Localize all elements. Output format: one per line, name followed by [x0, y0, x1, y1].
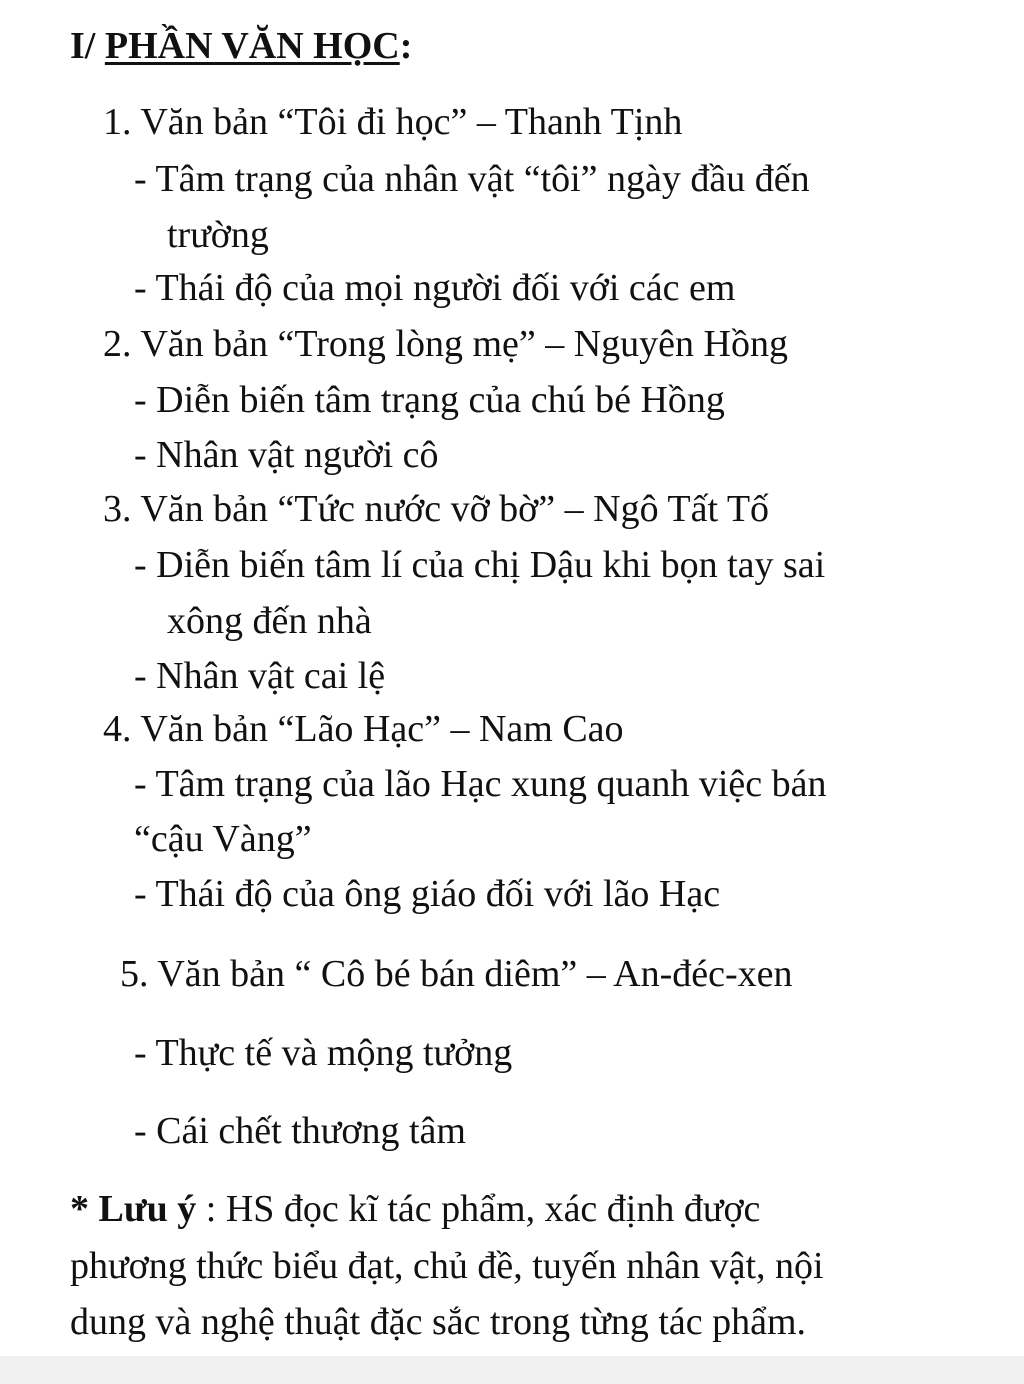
- heading-prefix: I/: [70, 25, 105, 67]
- section-heading: [70, 24, 412, 68]
- item-2-point-2: - Nhân vật người cô: [134, 434, 439, 476]
- item-4-point-2: - Thái độ của ông giáo đối với lão Hạc: [134, 873, 721, 915]
- item-3-point-1: - Diễn biến tâm lí của chị Dậu khi bọn tay sai: [134, 544, 826, 586]
- item-4-title: 4. Văn bản “Lão Hạc” – Nam Cao: [103, 708, 624, 750]
- item-1-title: 1. Văn bản “Tôi đi học” – Thanh Tịnh: [103, 101, 683, 143]
- item-2-title: 2. Văn bản “Trong lòng mẹ” – Nguyên Hồng: [103, 323, 788, 365]
- item-4-point-1: - Tâm trạng của lão Hạc xung quanh việc bán: [134, 763, 827, 805]
- note-label: * Lưu ý: [70, 1188, 197, 1230]
- note-line-2: phương thức biểu đạt, chủ đề, tuyến nhân vật, nội: [70, 1245, 824, 1287]
- item-3-point-2: - Nhân vật cai lệ: [134, 655, 386, 697]
- note-line-1: [70, 1187, 760, 1231]
- item-1-point-2: - Thái độ của mọi người đối với các em: [134, 267, 736, 309]
- item-5-title: 5. Văn bản “ Cô bé bán diêm” – An-đéc-xen: [120, 953, 793, 995]
- item-2-point-1: - Diễn biến tâm trạng của chú bé Hồng: [134, 379, 725, 421]
- item-5-point-1: - Thực tế và mộng tưởng: [134, 1032, 513, 1074]
- item-1-point-1-cont: trường: [167, 214, 269, 256]
- note-text-1: : HS đọc kĩ tác phẩm, xác định được: [196, 1188, 761, 1230]
- item-3-point-1-cont: xông đến nhà: [167, 600, 372, 642]
- item-1-point-1: - Tâm trạng của nhân vật “tôi” ngày đầu đến: [134, 158, 810, 200]
- note-line-3: dung và nghệ thuật đặc sắc trong từng tác phẩm.: [70, 1301, 807, 1343]
- item-5-point-2: - Cái chết thương tâm: [134, 1110, 466, 1152]
- item-3-title: 3. Văn bản “Tức nước vỡ bờ” – Ngô Tất Tố: [103, 488, 770, 530]
- item-4-point-1-cont: “cậu Vàng”: [134, 818, 312, 860]
- heading-suffix: :: [399, 25, 413, 67]
- heading-title: PHẦN VĂN HỌC: [104, 25, 400, 67]
